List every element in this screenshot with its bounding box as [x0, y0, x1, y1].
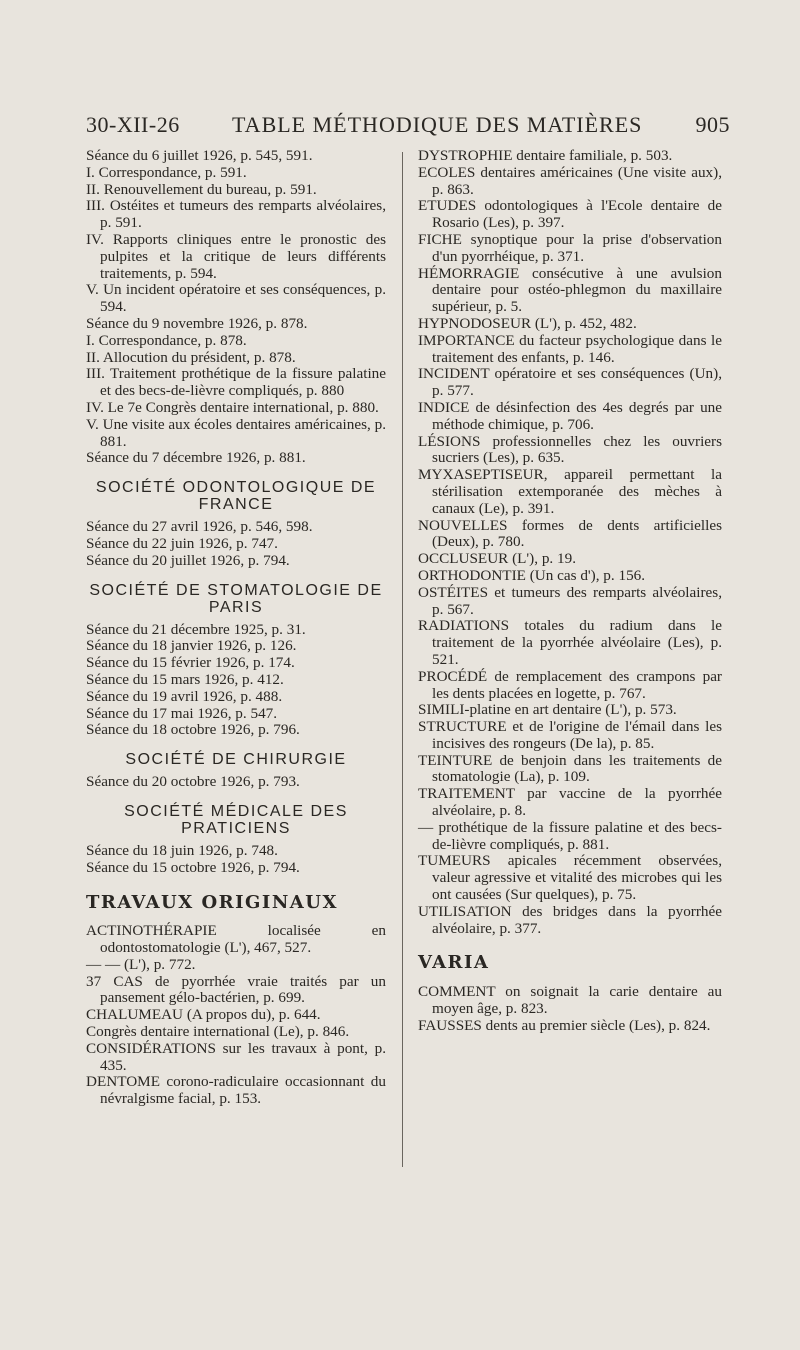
index-entry: TUMEURS apicales récemment observées, valeur agressive et vitalité des microbes qui les ont causées (Sur quelques), p. 75. — [418, 852, 722, 904]
seances-group-1 — [86, 148, 386, 467]
left-column — [86, 148, 386, 1108]
index-entry: INDICE de désinfection des 4es degrés par une méthode chimique, p. 706. — [418, 398, 722, 433]
section-heading-travaux: TRAVAUX ORIGINAUX — [86, 891, 338, 913]
index-entry: MYXASEPTISEUR, appareil permettant la stérilisation extemporanée des mèches à canaux (Le), p. 391. — [418, 466, 722, 517]
index-entry: HYPNODOSEUR (L'), p. 452, 482. — [418, 314, 637, 332]
index-entry: COMMENT on soignait la carie dentaire au moyen âge, p. 823. — [418, 983, 722, 1018]
index-entry: TEINTURE de benjoin dans les traitements de stomatologie (La), p. 109. — [418, 751, 722, 786]
running-header — [86, 112, 730, 142]
index-entry: Séance du 18 octobre 1926, p. 796. — [86, 721, 300, 739]
seances-group-3 — [86, 622, 386, 740]
index-entry: Séance du 19 avril 1926, p. 488. — [86, 687, 283, 705]
index-entry: RADIATIONS totales du radium dans le traitement de la pyorrhée alvéolaire (Les), p. 521. — [418, 617, 722, 668]
index-entry: I. Correspondance, p. 591. — [86, 163, 247, 181]
index-entry: Séance du 18 juin 1926, p. 748. — [86, 841, 278, 859]
column-divider — [402, 152, 403, 1167]
index-entry: IV. Rapports cliniques entre le pronostic des pulpites et la critique de leurs différents traitements, p. 594. — [86, 230, 386, 282]
index-entry: Séance du 15 mars 1926, p. 412. — [86, 670, 284, 688]
header-title: TABLE MÉTHODIQUE DES MATIÈRES — [232, 112, 643, 137]
index-entry: Séance du 15 février 1926, p. 174. — [86, 654, 295, 672]
index-entry: FAUSSES dents au premier siècle (Les), p. 824. — [418, 1016, 711, 1034]
section-heading-varia: VARIA — [418, 952, 490, 974]
index-entry: DYSTROPHIE dentaire familiale, p. 503. — [418, 147, 673, 164]
index-entry: ORTHODONTIE (Un cas d'), p. 156. — [418, 566, 646, 584]
varia-list — [418, 984, 722, 1034]
index-entry: Séance du 9 novembre 1926, p. 878. — [86, 314, 308, 332]
index-entry: — — (L'), p. 772. — [86, 955, 196, 973]
index-entry: ACTINOTHÉRAPIE localisée en odontostomatologie (L'), 467, 527. — [86, 922, 386, 957]
index-entry: V. Une visite aux écoles dentaires américaines, p. 881. — [86, 415, 386, 450]
index-entry: — prothétique de la fissure palatine et des becs-de-lièvre compliqués, p. 881. — [418, 818, 722, 853]
index-entry: CHALUMEAU (A propos du), p. 644. — [86, 1006, 321, 1024]
index-entry: Séance du 7 décembre 1926, p. 881. — [86, 449, 306, 467]
index-entry: II. Allocution du président, p. 878. — [86, 348, 296, 366]
index-entry: ETUDES odontologiques à l'Ecole dentaire de Rosario (Les), p. 397. — [418, 197, 722, 232]
index-entry: HÉMORRAGIE consécutive à une avulsion dentaire pour ostéo-phlegmon du maxillaire supérieur, p. 5. — [418, 264, 722, 316]
index-entry: PROCÉDÉ de remplacement des crampons par les dents placées en logette, p. 767. — [418, 667, 722, 702]
index-entry: Séance du 20 octobre 1926, p. 793. — [86, 773, 300, 791]
index-entry: 37 CAS de pyorrhée vraie traités par un pansement gélo-bactérien, p. 699. — [86, 972, 386, 1007]
index-entry: Séance du 17 mai 1926, p. 547. — [86, 704, 278, 722]
index-entry: NOUVELLES formes de dents artificielles (Deux), p. 780. — [418, 516, 722, 551]
index-entry: Congrès dentaire international (Le), p. 846. — [86, 1023, 350, 1041]
right-column — [418, 148, 722, 1035]
index-entry: OCCLUSEUR (L'), p. 19. — [418, 550, 576, 568]
section-heading-chirurgie: SOCIÉTÉ DE CHIRURGIE — [125, 751, 347, 769]
seances-group-2 — [86, 519, 386, 569]
index-entry: I. Correspondance, p. 878. — [86, 331, 247, 349]
index-entry: III. Traitement prothétique de la fissure palatine et des becs-de-lièvre compliqués, p. 880 — [86, 365, 386, 400]
index-entry: FICHE synoptique pour la prise d'observation d'un pyorrhéique, p. 371. — [418, 230, 722, 265]
index-entry: INCIDENT opératoire et ses conséquences (Un), p. 577. — [418, 365, 722, 400]
index-entry: Séance du 27 avril 1926, p. 546, 598. — [86, 518, 313, 536]
index-entry: III. Ostéites et tumeurs des remparts alvéolaires, p. 591. — [86, 197, 386, 232]
index-entry: LÉSIONS professionnelles chez les ouvriers sucriers (Les), p. 635. — [418, 432, 722, 467]
seances-group-4 — [86, 774, 386, 791]
page-number: 905 — [695, 112, 730, 137]
index-entry: Séance du 20 juillet 1926, p. 794. — [86, 551, 290, 569]
travaux-list-1 — [86, 923, 386, 1108]
index-entry: TRAITEMENT par vaccine de la pyorrhée alvéolaire, p. 8. — [418, 785, 722, 820]
index-entry: DENTOME corono-radiculaire occasionnant du névralgisme facial, p. 153. — [86, 1073, 386, 1108]
index-entry: STRUCTURE et de l'origine de l'émail dans les incisives des rongeurs (De la), p. 85. — [418, 718, 722, 752]
index-entry: Séance du 18 janvier 1926, p. 126. — [86, 637, 297, 655]
index-entry: V. Un incident opératoire et ses conséquences, p. 594. — [86, 281, 386, 316]
travaux-list-2 — [418, 148, 722, 937]
index-entry: Séance du 6 juillet 1926, p. 545, 591. — [86, 147, 313, 164]
index-entry: CONSIDÉRATIONS sur les travaux à pont, p. 435. — [86, 1039, 386, 1074]
index-entry: ECOLES dentaires américaines (Une visite aux), p. 863. — [418, 163, 722, 198]
section-heading-odontologique: SOCIÉTÉ ODONTOLOGIQUE DE FRANCE — [95, 479, 377, 514]
index-entry: Séance du 22 juin 1926, p. 747. — [86, 534, 278, 552]
index-entry: II. Renouvellement du bureau, p. 591. — [86, 180, 317, 198]
index-entry: IMPORTANCE du facteur psychologique dans le traitement des enfants, p. 146. — [418, 331, 722, 366]
index-entry: OSTÉITES et tumeurs des remparts alvéolaires, p. 567. — [418, 583, 722, 618]
section-heading-medicale: SOCIÉTÉ MÉDICALE DES PRATICIENS — [124, 802, 348, 837]
seances-group-5 — [86, 843, 386, 877]
index-entry: SIMILI-platine en art dentaire (L'), p. 573. — [418, 701, 677, 719]
index-entry: IV. Le 7e Congrès dentaire international, p. 880. — [86, 398, 379, 416]
index-entry: Séance du 15 octobre 1926, p. 794. — [86, 858, 300, 876]
header-date: 30-XII-26 — [86, 112, 180, 137]
section-heading-stomatologie: SOCIÉTÉ DE STOMATOLOGIE DE PARIS — [89, 581, 383, 616]
index-entry: UTILISATION des bridges dans la pyorrhée alvéolaire, p. 377. — [418, 902, 722, 937]
index-entry: Séance du 21 décembre 1925, p. 31. — [86, 620, 306, 638]
